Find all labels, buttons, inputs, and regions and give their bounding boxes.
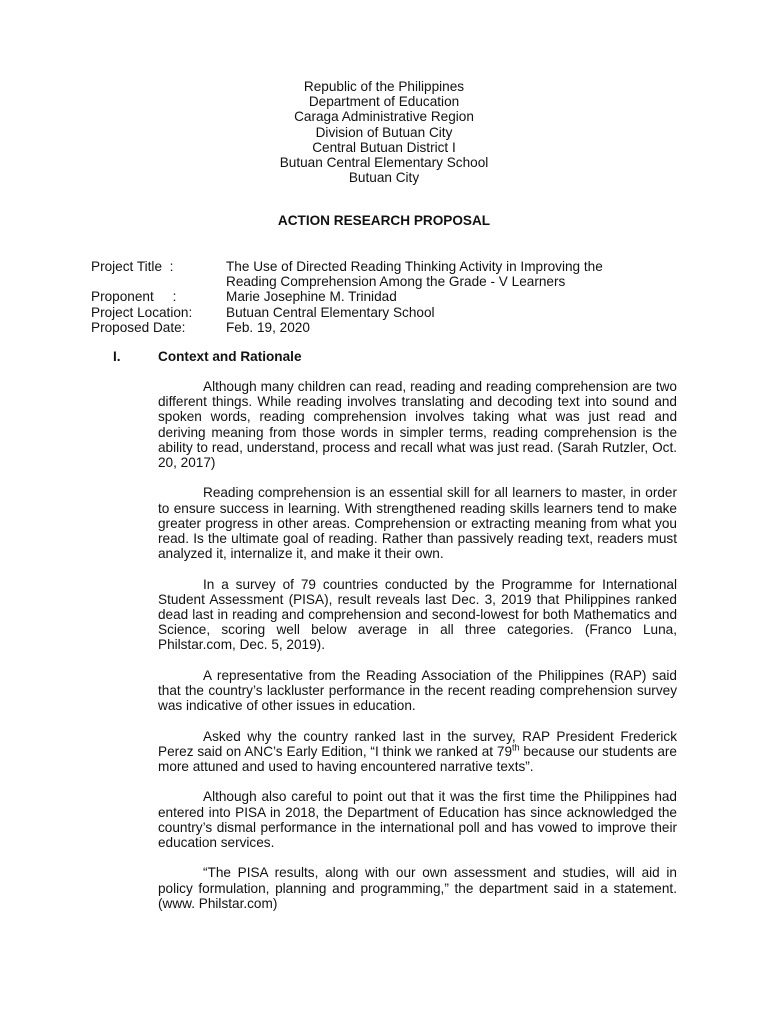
project-location-label: Project Location: <box>91 304 193 320</box>
project-title-line-1: The Use of Directed Reading Thinking Activity in Improving the <box>226 259 603 274</box>
paragraph-4: A representative from the Reading Association of the Philippines (RAP) said that the country’s lackluster performance in the recent reading comprehension survey was indicative of other issues in education. <box>158 667 677 714</box>
paragraph-5-text-start: Asked why the country ranked last in the survey, RAP President Frederick Perez said on ANC’s Early Edition, “I think we ranked at 79 <box>158 728 677 759</box>
proposed-date-label: Proposed Date: <box>91 319 186 335</box>
proposal-details <box>91 259 691 335</box>
section-number: I. <box>113 349 121 364</box>
document-header <box>0 79 768 185</box>
project-title-line-2: Reading Comprehension Among the Grade - V Learners <box>226 274 566 290</box>
project-title-row <box>91 259 691 289</box>
section-body <box>158 379 677 926</box>
ordinal-suffix: th <box>512 742 520 753</box>
project-title-value <box>226 259 666 289</box>
header-line-republic: Republic of the Philippines <box>303 79 465 94</box>
proposed-date-value: Feb. 19, 2020 <box>226 319 310 335</box>
paragraph-6: Although also careful to point out that it was the first time the Philippines had entered into PISA in 2018, the Department of Education has since acknowledged the country’s dismal performance in the international poll and has vowed to improve their education services. <box>158 789 677 851</box>
header-line-district: Central Butuan District I <box>312 139 456 155</box>
project-location-value: Butuan Central Elementary School <box>226 304 435 320</box>
header-line-department: Department of Education <box>308 94 460 110</box>
paragraph-7: “The PISA results, along with our own assessment and studies, will aid in policy formulation, planning and programming,” the department said in a statement. (www. Philstar.com) <box>158 865 677 911</box>
proponent-value: Marie Josephine M. Trinidad <box>226 289 397 305</box>
paragraph-5-text-end: because our students are more attuned and used to having encountered narrative texts”. <box>158 743 677 775</box>
paragraph-5 <box>158 729 677 775</box>
proponent-row <box>91 289 691 304</box>
section-heading <box>113 349 302 364</box>
proponent-label: Proponent : <box>91 289 177 305</box>
proposed-date-row <box>91 320 691 335</box>
header-line-division: Division of Butuan City <box>315 124 453 140</box>
project-location-row <box>91 305 691 320</box>
document-title: ACTION RESEARCH PROPOSAL <box>277 213 491 228</box>
paragraph-2: Reading comprehension is an essential skill for all learners to master, in order to ensure success in learning. With strengthened reading skills learners tend to make greater progress in other areas. Comprehension or extracting meaning from what you read. Is the ultimate goal of reading. Rather than passively reading text, readers must analyzed it, internalize it, and make it their own. <box>158 485 677 562</box>
header-line-city: Butuan City <box>348 170 420 186</box>
header-line-school: Butuan Central Elementary School <box>279 155 489 171</box>
header-line-region: Caraga Administrative Region <box>294 109 474 125</box>
paragraph-1: Although many children can read, reading and reading comprehension are two different things. While reading involves translating and decoding text into sound and spoken words, reading comprehension involves taking what was just read and deriving meaning from those words in simpler terms, reading comprehension is the ability to read, understand, process and recall what was just read. (Sarah Rutzler, Oct. 20, 2017) <box>158 379 677 471</box>
section-title: Context and Rationale <box>158 349 302 364</box>
project-title-label: Project Title : <box>91 259 174 274</box>
paragraph-3: In a survey of 79 countries conducted by the Programme for International Student Assessment (PISA), result reveals last Dec. 3, 2019 that Philippines ranked dead last in reading and comprehension and second-lowest for both Mathematics and Science, scoring well below average in all three categories. (Franco Luna, Philstar.com, Dec. 5, 2019). <box>158 576 677 653</box>
